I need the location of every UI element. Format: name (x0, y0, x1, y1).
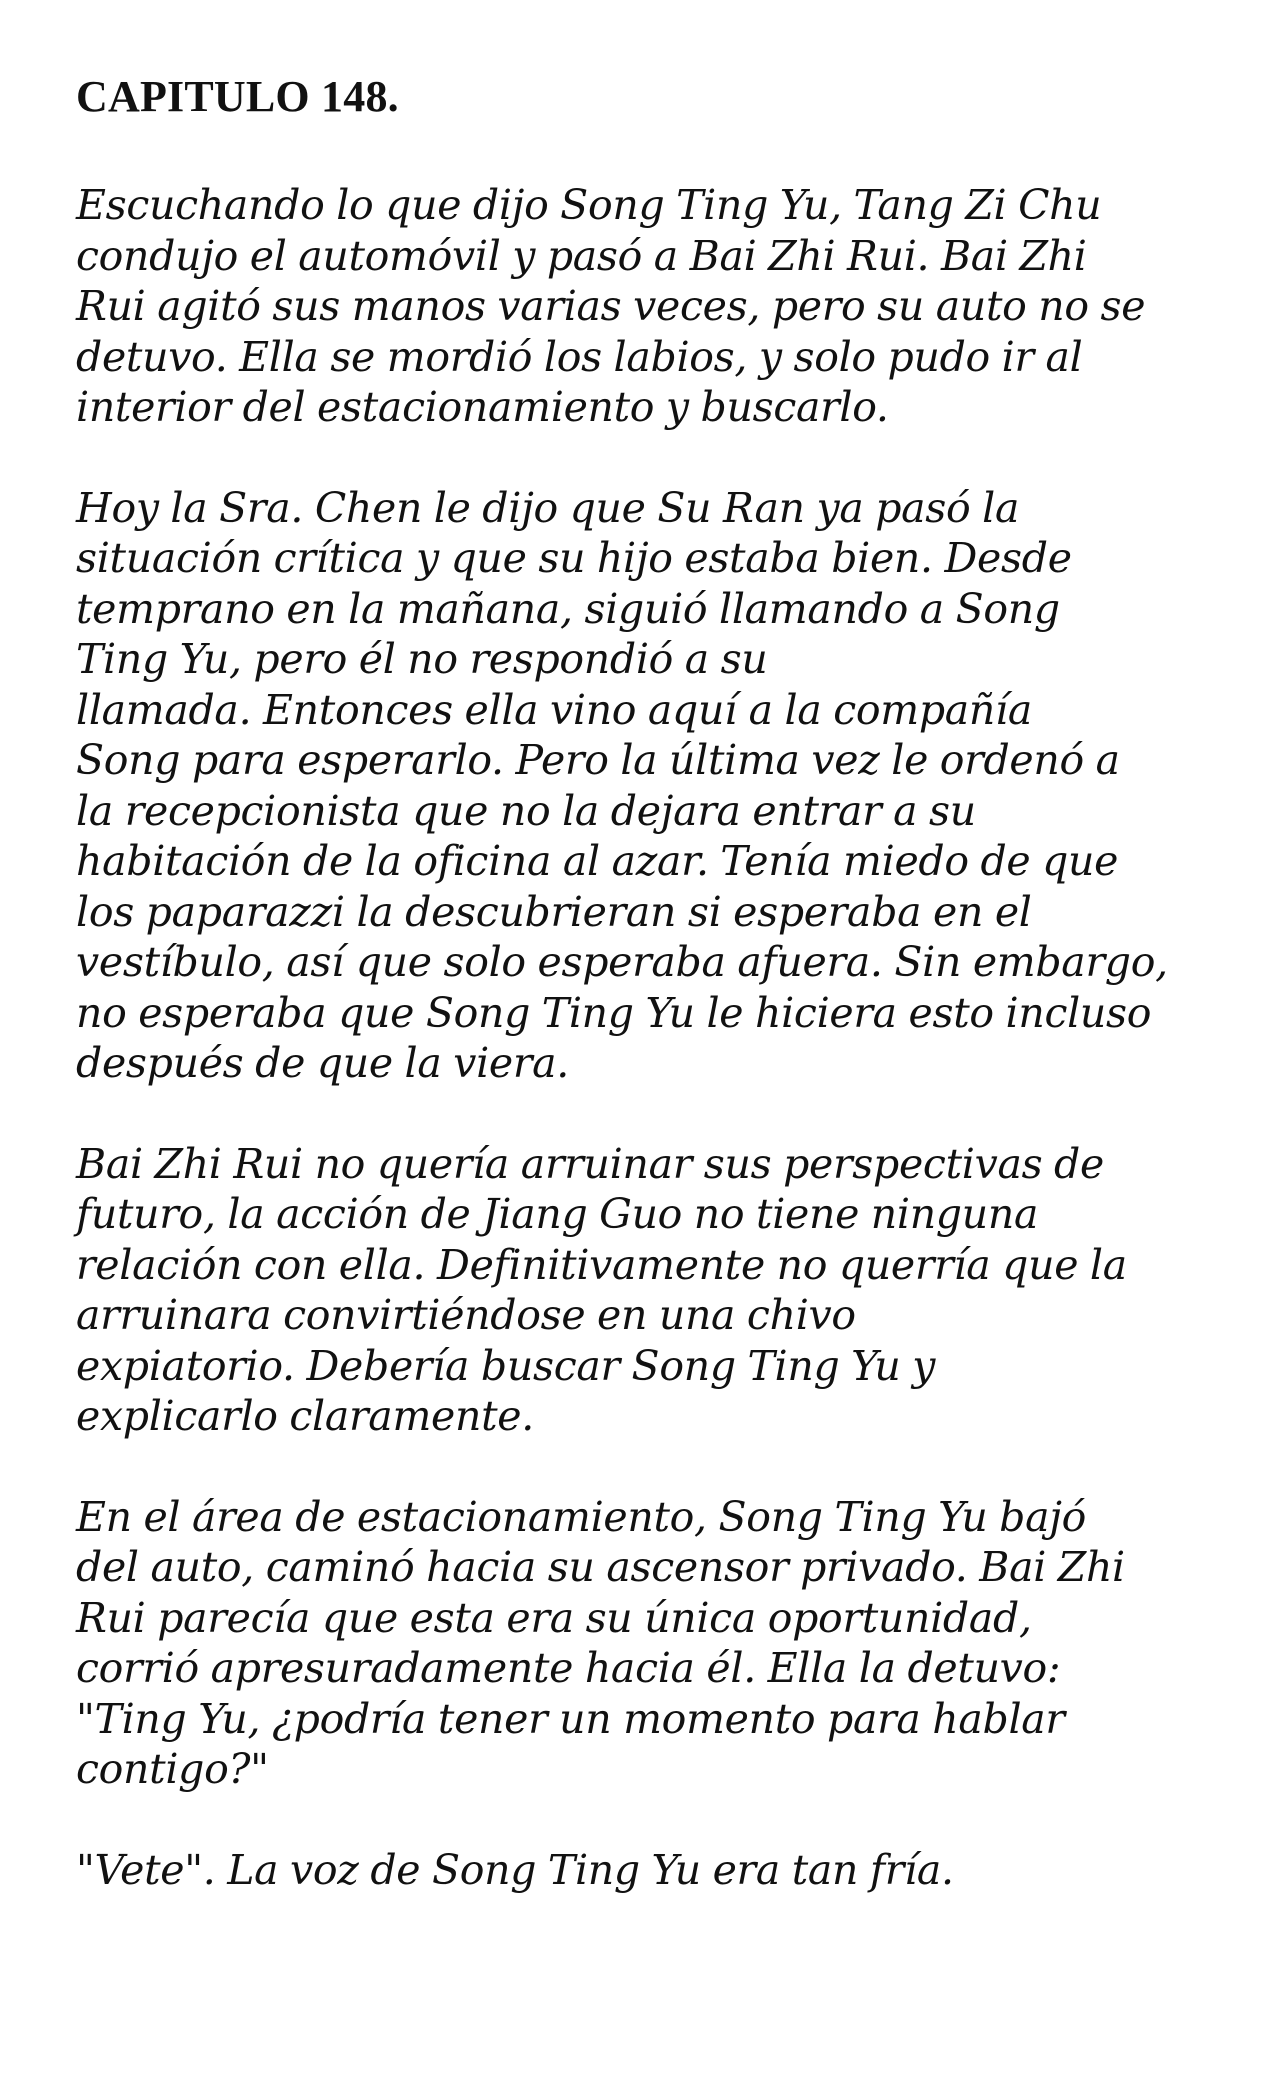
text-line: Hoy la Sra. Chen le dijo que Su Ran ya pasó la (76, 483, 1020, 532)
text-line: En el área de estacionamiento, Song Ting Yu bajó (76, 1492, 1087, 1541)
text-line: vestíbulo, así que solo esperaba afuera. Sin embargo, (76, 938, 1168, 986)
paragraph-4 (76, 1492, 1216, 1795)
text-line: interior del estacionamiento y buscarlo. (76, 383, 889, 431)
paragraph-5 (76, 1845, 1216, 1896)
text-line: Ting Yu, pero él no respondió a su (76, 635, 768, 683)
text-line: Escuchando lo que dijo Song Ting Yu, Tang Zi Chu (76, 181, 1102, 229)
text-line: Song para esperarlo. Pero la última vez le ordenó a (76, 736, 1120, 784)
text-line: Rui agitó sus manos varias veces, pero su auto no se (76, 282, 1146, 330)
text-line: temprano en la mañana, siguió llamando a Song (76, 584, 1060, 633)
text-line: arruinara convirtiéndose en una chivo (76, 1291, 856, 1339)
text-line: "Vete". La voz de Song Ting Yu era tan fría. (76, 1845, 954, 1894)
text-line: corrió apresuradamente hacia él. Ella la detuvo: (76, 1644, 1061, 1692)
text-line: "Ting Yu, ¿podría tener un momento para hablar (76, 1694, 1065, 1743)
text-line: Bai Zhi Rui no quería arruinar sus perspectivas de (76, 1139, 1104, 1188)
text-line: después de que la viera. (76, 1039, 570, 1087)
document-page (76, 72, 1216, 1945)
text-line: futuro, la acción de Jiang Guo no tiene ninguna (76, 1190, 1039, 1238)
text-line: habitación de la oficina al azar. Tenía miedo de que (76, 837, 1119, 885)
text-line: contigo?" (76, 1745, 269, 1793)
text-line: situación crítica y que su hijo estaba bien. Desde (76, 534, 1072, 582)
text-line: relación con ella. Definitivamente no querría que la (76, 1240, 1127, 1289)
text-line: del auto, caminó hacia su ascensor privado. Bai Zhi (76, 1543, 1125, 1591)
text-line: llamada. Entonces ella vino aquí a la compañía (76, 685, 1032, 734)
text-line: condujo el automóvil y pasó a Bai Zhi Rui. Bai Zhi (76, 231, 1087, 280)
paragraph-1 (76, 180, 1216, 433)
text-line: explicarlo claramente. (76, 1392, 534, 1440)
paragraph-3 (76, 1139, 1216, 1442)
text-line: detuvo. Ella se mordió los labios, y solo pudo ir al (76, 332, 1083, 381)
text-line: la recepcionista que no la dejara entrar a su (76, 786, 976, 835)
text-line: no esperaba que Song Ting Yu le hiciera esto incluso (76, 988, 1152, 1037)
text-line: los paparazzi la descubrieran si esperaba en el (76, 887, 1032, 936)
paragraph-2 (76, 483, 1216, 1089)
text-line: Rui parecía que esta era su única oportunidad, (76, 1593, 1032, 1642)
chapter-title: CAPITULO 148. (76, 72, 399, 121)
text-line: expiatorio. Debería buscar Song Ting Yu y (76, 1341, 936, 1390)
